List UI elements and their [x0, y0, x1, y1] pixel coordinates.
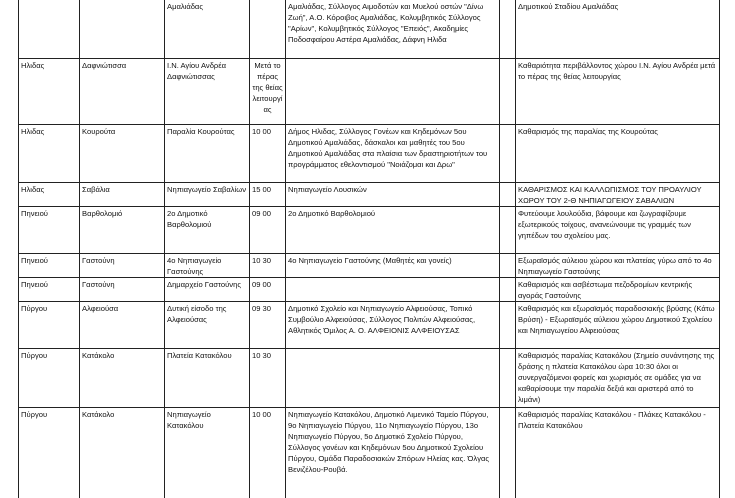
participants-cell: 4ο Νηπιαγωγείο Γαστούνης (Μαθητές και γονείς): [286, 254, 500, 278]
participants-cell: [286, 349, 500, 408]
action-cell: ΚΑΘΑΡΙΣΜΟΣ ΚΑΙ ΚΑΛΛΩΠΙΣΜΟΣ ΤΟΥ ΠΡΟΑΥΛΙΟΥ ΧΩΡΟΥ ΤΟΥ 2-Θ ΝΗΠΙΑΓΩΓΕΙΟΥ ΣΑΒΑΛΙΩΝ: [516, 183, 720, 207]
table-row: [19, 278, 720, 302]
blank-cell: [500, 349, 516, 408]
location-cell: 2ο Δημοτικό Βαρθολομιού: [165, 207, 250, 254]
table-row: [19, 125, 720, 183]
table-row: [19, 408, 720, 498]
blank-cell: [500, 125, 516, 183]
area-cell: Βαρθολομιό: [80, 207, 165, 254]
participants-cell: Νηπιαγωγείο Λουσικών: [286, 183, 500, 207]
area-cell: Δαφνιώτισσα: [80, 59, 165, 125]
location-cell: 4ο Νηπιαγωγείο Γαστούνης: [165, 254, 250, 278]
municipality-cell: Πύργου: [19, 349, 80, 408]
municipality-cell: Πύργου: [19, 408, 80, 498]
table-row: [19, 254, 720, 278]
area-cell: [80, 0, 165, 59]
blank-cell: [500, 254, 516, 278]
area-cell: Κουρούτα: [80, 125, 165, 183]
area-cell: Κατάκολο: [80, 408, 165, 498]
action-cell: Καθαριότητα περιβάλλοντος χώρου Ι.Ν. Αγίου Ανδρέα μετά το πέρας της θείας λειτουργίας: [516, 59, 720, 125]
blank-cell: [500, 0, 516, 59]
area-cell: Αλφειούσα: [80, 302, 165, 349]
table-row: [19, 302, 720, 349]
time-cell: 10 30: [250, 349, 286, 408]
time-cell: 10 00: [250, 408, 286, 498]
table-row: [19, 349, 720, 408]
municipality-cell: Πύργου: [19, 302, 80, 349]
participants-cell: Δημοτικό Σχολείο και Νηπιαγωγείο Αλφειούσας, Τοπικό Συμβούλιο Αλφειούσας, Σύλλογος Πολιτών Αλφειούσας, Αθλητικός Όμιλος Α. Ο. ΑΛΦΕΙΟΝΙΣ ΑΛΦΕΙΟΥΣΑΣ: [286, 302, 500, 349]
location-cell: Νηπιαγωγείο Σαβαλίων: [165, 183, 250, 207]
area-cell: Σαβάλια: [80, 183, 165, 207]
municipality-cell: Πηνειού: [19, 278, 80, 302]
action-cell: Καθαρισμός και ασβέστωμα πεζοδρομίων κεντρικής αγοράς Γαστούνης: [516, 278, 720, 302]
action-cell: Καθαρισμός παραλίας Κατακόλου - Πλάκες Κατακόλου - Πλατεία Κατακόλου: [516, 408, 720, 498]
participants-cell: 2ο Δημοτικό Βαρθολομιού: [286, 207, 500, 254]
blank-cell: [500, 59, 516, 125]
participants-cell: Νηπιαγωγείο Κατακόλου, Δημοτικό Λιμενικό Ταμείο Πύργου, 9ο Νηπιαγωγείο Πύργου, 11ο Νηπιαγωγείο Πύργου, 13ο Νηπιαγωγείο Πύργου, 5ο Δημοτικό Σχολείο Πύργου, Σύλλογος γονέων και Κηδεμόνων 5ου Δημοτικού Σχολείου Πύργου, Ομάδα Παραδοσιακών Σπόρων Ηλείας κας. Όλγας Βενιζέλου-Ρουβά.: [286, 408, 500, 498]
table-row: [19, 183, 720, 207]
location-cell: Παραλία Κουρούτας: [165, 125, 250, 183]
participants-cell: [286, 278, 500, 302]
time-cell: 09 00: [250, 207, 286, 254]
area-cell: Γαστούνη: [80, 254, 165, 278]
action-cell: Φυτεύουμε λουλούδια, βάφουμε και ζωγραφίζουμε εξωτερικούς τοίχους, ανανεώνουμε τις γραμμές των γηπέδων του σχολείου μας.: [516, 207, 720, 254]
participants-cell: [286, 59, 500, 125]
location-cell: Αμαλιάδας: [165, 0, 250, 59]
municipality-cell: Πηνειού: [19, 254, 80, 278]
location-cell: Δυτική είσοδο της Αλφειούσας: [165, 302, 250, 349]
participants-cell: Δήμος Ηλιδας, Σύλλογος Γονέων και Κηδεμόνων 5ου Δημοτικού Αμαλιάδας, δάσκαλοι και μαθητές του 5ου Δημοτικού Αμαλιάδας στα πλαίσια των δραστηριοτήτων του προγράμματος εθελοντισμού "Νοιάζομαι και Δρω": [286, 125, 500, 183]
action-cell: Δημοτικού Σταδίου Αμαλιάδας: [516, 0, 720, 59]
location-cell: Πλατεία Κατακόλου: [165, 349, 250, 408]
blank-cell: [500, 408, 516, 498]
time-cell: 09 30: [250, 302, 286, 349]
location-cell: Δημαρχείο Γαστούνης: [165, 278, 250, 302]
time-cell: [250, 0, 286, 59]
time-cell: 10 30: [250, 254, 286, 278]
action-cell: Καθαρισμός και εξωραϊσμός παραδοσιακής βρύσης (Κάτω Βρύση) - Εξωραϊσμός αύλειου χώρου Δημοτικού Σχολείου και Νηπιαγωγείου Αλφειούσας: [516, 302, 720, 349]
municipality-cell: Ηλιδας: [19, 125, 80, 183]
municipality-cell: Ηλιδας: [19, 183, 80, 207]
time-cell: 10 00: [250, 125, 286, 183]
blank-cell: [500, 207, 516, 254]
location-cell: Ι.Ν. Αγίου Ανδρέα Δαφνιώτισσας: [165, 59, 250, 125]
events-table: [18, 0, 720, 498]
time-cell: 15 00: [250, 183, 286, 207]
blank-cell: [500, 302, 516, 349]
time-cell: Μετά το πέρας της θείας λειτουργίας: [250, 59, 286, 125]
municipality-cell: Πηνειού: [19, 207, 80, 254]
table-row: [19, 207, 720, 254]
blank-cell: [500, 183, 516, 207]
action-cell: Καθαρισμός παραλίας Κατακόλου (Σημείο συνάντησης της δράσης η πλατεία Κατακόλου ώρα 10:30 όλοι οι συνεργαζόμενοι φορείς και χωρισμός σε ομάδες για να καθαρίσουμε την παραλία δεξιά και αριστερά από το λιμάνι): [516, 349, 720, 408]
location-cell: Νηπιαγωγείο Κατακόλου: [165, 408, 250, 498]
participants-cell: Αμαλιάδας, Σύλλογος Αιμοδοτών και Μυελού οστών "Δίνω Ζωή", Α.Ο. Κόροιβος Αμαλιάδας, Κολυμβητικός Σύλλογος "Αρίων", Κολυμβητικός Σύλλογος "Επειός", Ακαδημίες Ποδοσφαίρου Αστέρα Αμαλιάδας, Δάφνη Ηλιδα: [286, 0, 500, 59]
municipality-cell: Ηλιδας: [19, 59, 80, 125]
area-cell: Γαστούνη: [80, 278, 165, 302]
action-cell: Καθαρισμός της παραλίας της Κουρούτας: [516, 125, 720, 183]
area-cell: Κατάκολο: [80, 349, 165, 408]
table-row: [19, 59, 720, 125]
municipality-cell: [19, 0, 80, 59]
action-cell: Εξωραϊσμός αύλειου χώρου και πλατείας γύρω από το 4ο Νηπιαγωγείο Γαστούνης: [516, 254, 720, 278]
table-row: [19, 0, 720, 59]
blank-cell: [500, 278, 516, 302]
time-cell: 09 00: [250, 278, 286, 302]
